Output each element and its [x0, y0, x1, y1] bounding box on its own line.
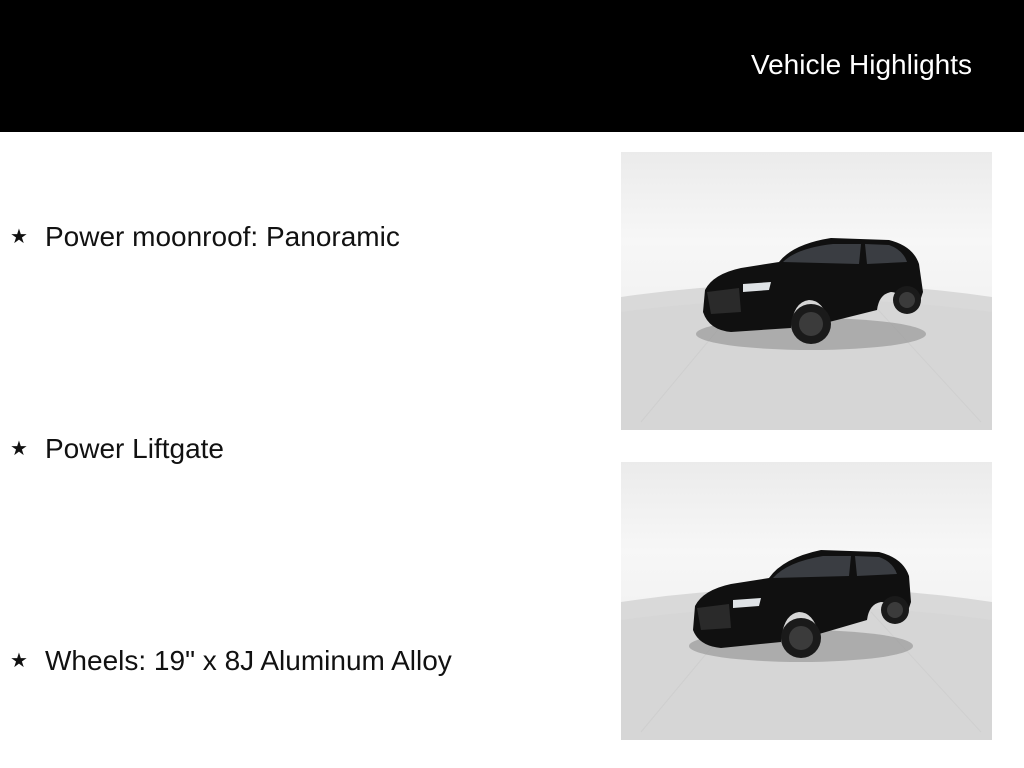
- feature-label: Power moonroof: Panoramic: [45, 221, 400, 252]
- star-icon: ★: [10, 438, 28, 460]
- star-icon: ★: [10, 650, 28, 672]
- feature-item: [10, 219, 400, 255]
- black-suv-photo: [621, 462, 992, 740]
- feature-label: Power Liftgate: [45, 433, 224, 464]
- black-suv-photo: [621, 152, 992, 430]
- header-bar: [0, 0, 1024, 132]
- vehicle-photo: [621, 152, 992, 430]
- feature-label: Wheels: 19" x 8J Aluminum Alloy: [45, 645, 452, 676]
- feature-item: [10, 643, 452, 679]
- feature-item: [10, 431, 224, 467]
- vehicle-photo: [621, 462, 992, 740]
- page-title: Vehicle Highlights: [750, 49, 972, 80]
- star-icon: ★: [10, 226, 28, 248]
